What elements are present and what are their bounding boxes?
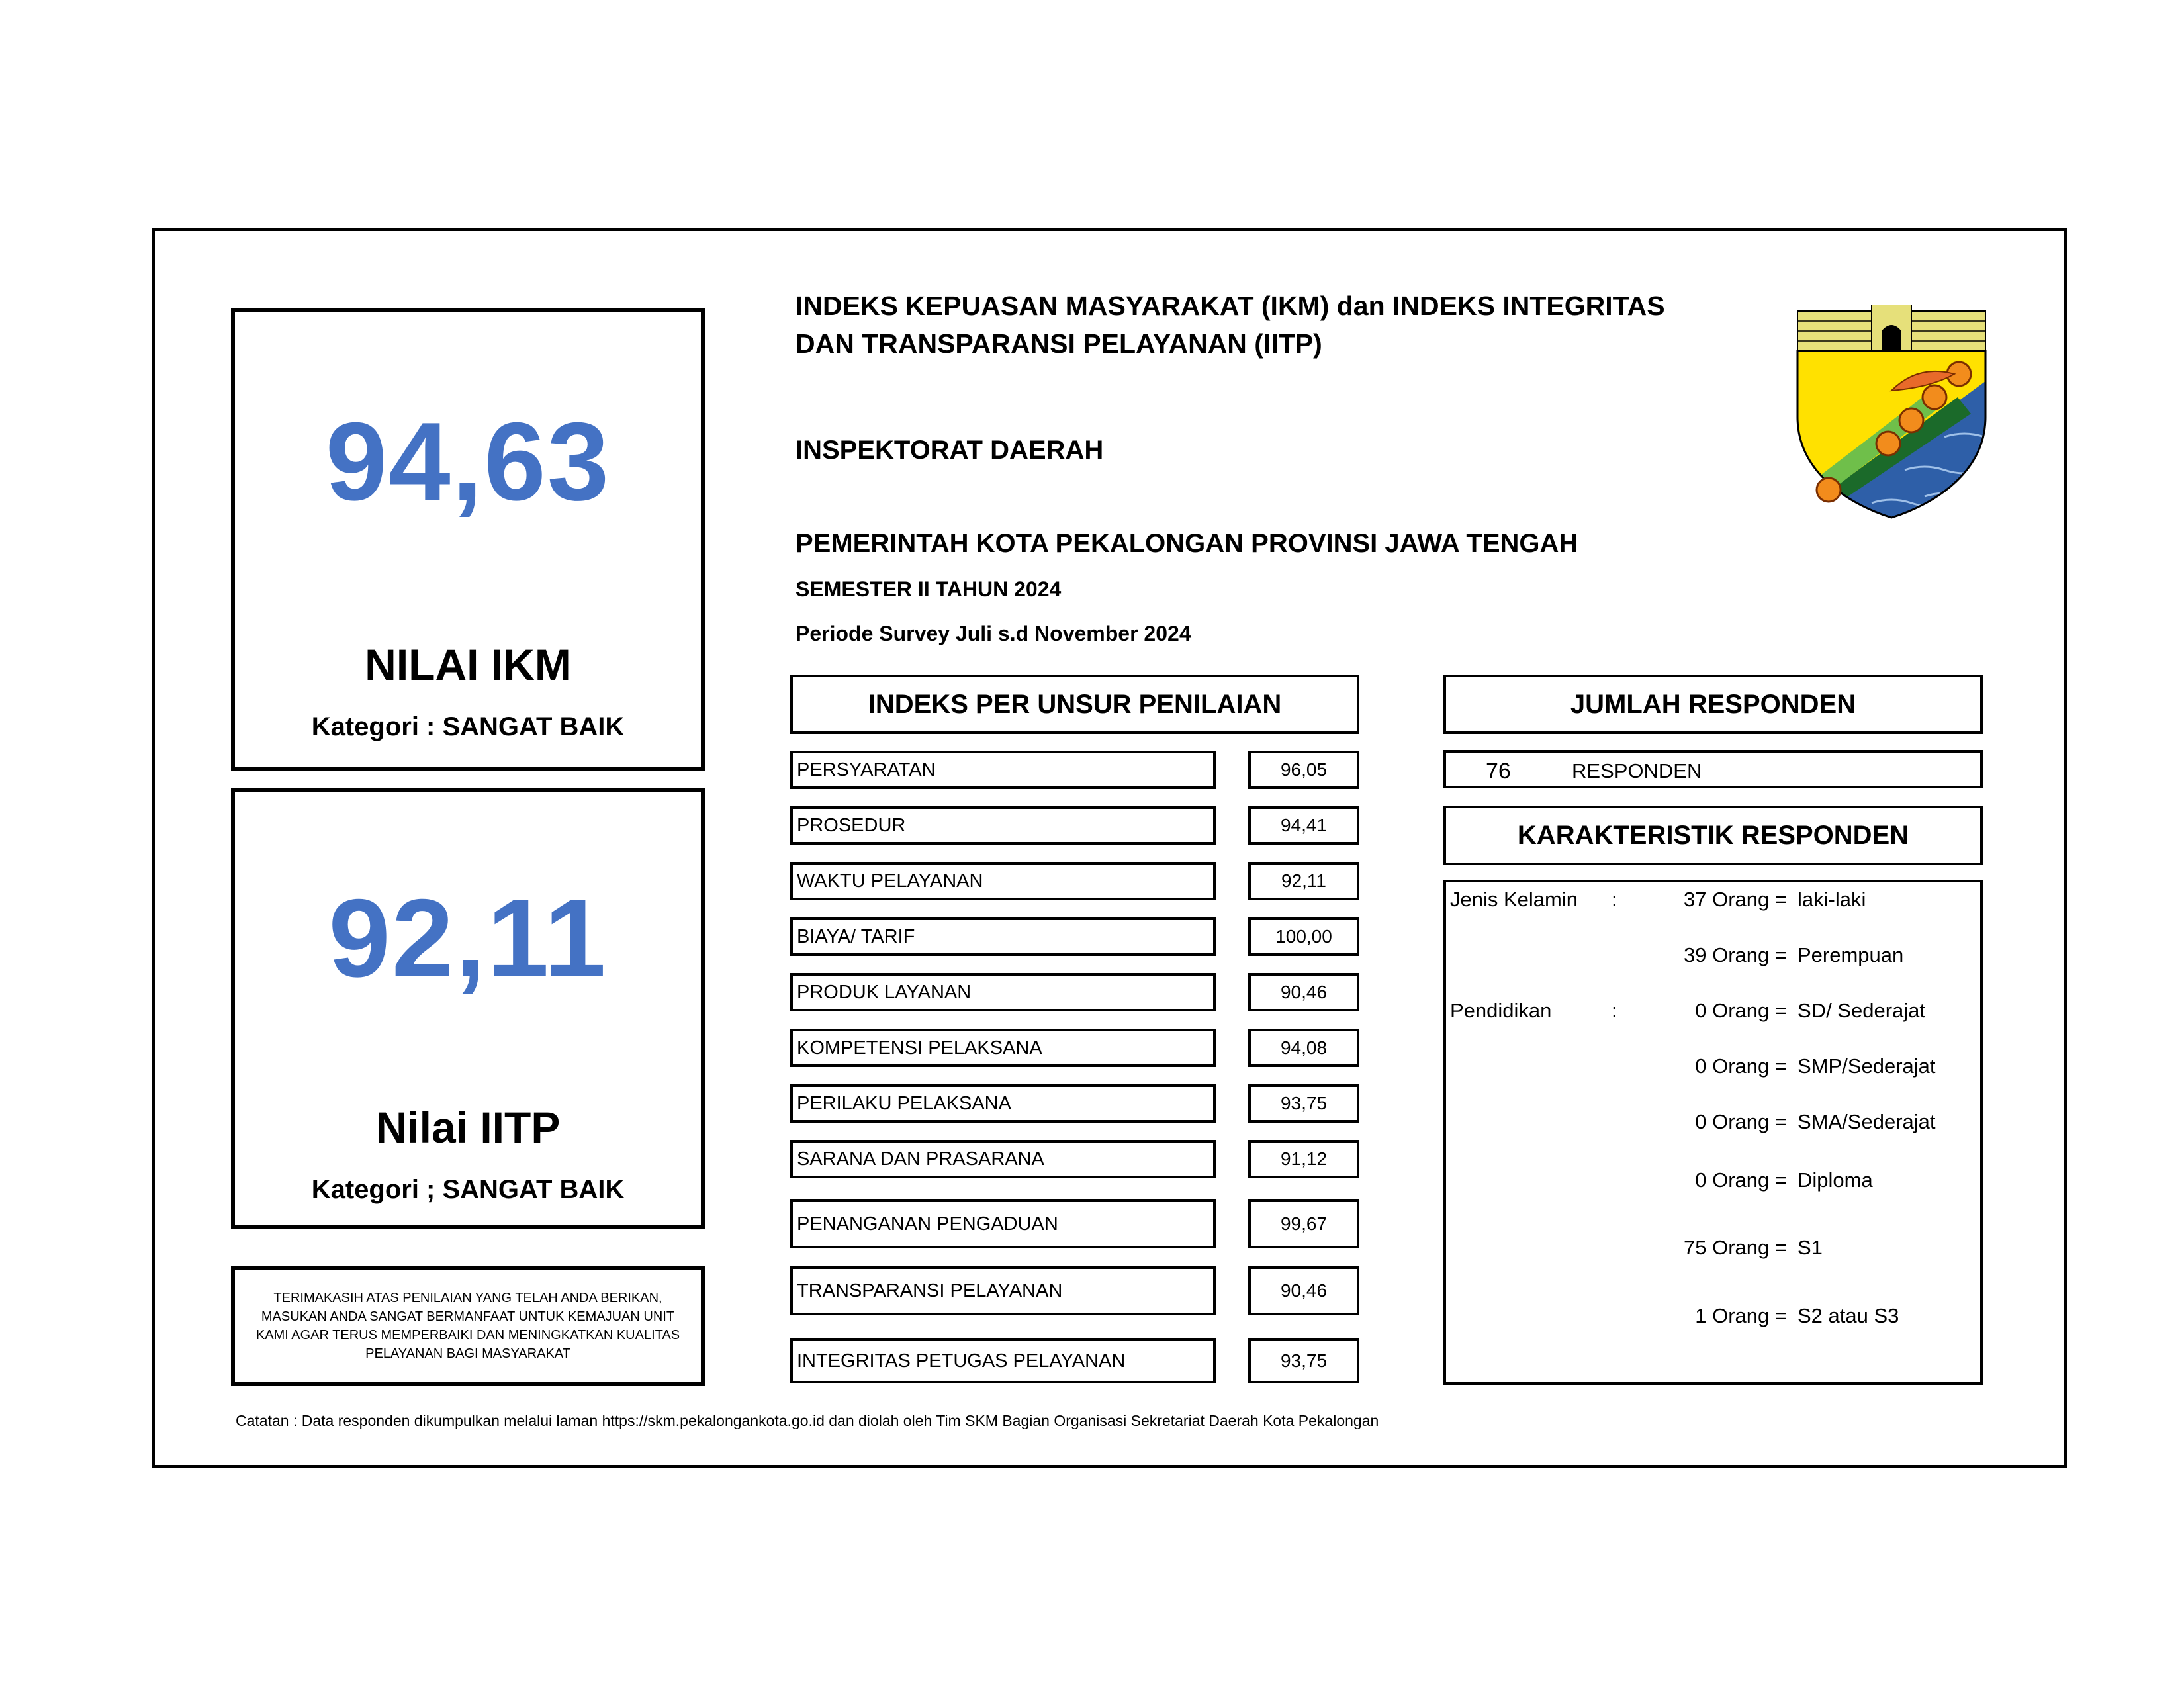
characteristic-desc: Diploma	[1797, 1168, 1873, 1192]
index-value-box	[1248, 862, 1359, 900]
index-value: 94,41	[1280, 815, 1328, 835]
index-label: SARANA DAN PRASARANA	[797, 1148, 1044, 1170]
index-value-box	[1248, 751, 1359, 789]
indices-heading: INDEKS PER UNSUR PENILAIAN	[868, 689, 1282, 719]
index-label: PERILAKU PELAKSANA	[797, 1092, 1011, 1114]
characteristics-heading: KARAKTERISTIK RESPONDEN	[1517, 820, 1909, 850]
characteristic-desc: SMA/Sederajat	[1797, 1110, 1936, 1133]
characteristic-row	[1446, 888, 1980, 914]
semester-label: SEMESTER II TAHUN 2024	[796, 577, 1062, 601]
title-line-1: INDEKS KEPUASAN MASYARAKAT (IKM) dan INDEKS INTEGRITAS	[796, 291, 1665, 321]
index-label-box	[790, 917, 1216, 956]
ikm-category: Kategori : SANGAT BAIK	[311, 712, 625, 741]
characteristic-count: 0 Orang =	[1695, 1168, 1787, 1192]
characteristic-desc: SD/ Sederajat	[1797, 999, 1925, 1022]
education-separator: :	[1612, 999, 1617, 1022]
index-value-box	[1248, 1199, 1359, 1248]
report-title	[796, 287, 1788, 363]
ikm-value: 94,63	[325, 399, 611, 524]
characteristic-row	[1446, 1110, 1980, 1137]
index-label: KOMPETENSI PELAKSANA	[797, 1037, 1042, 1058]
characteristic-row	[1446, 1236, 1980, 1262]
characteristic-count: 75 Orang =	[1684, 1236, 1787, 1259]
index-value: 90,46	[1280, 982, 1328, 1002]
characteristic-desc: SMP/Sederajat	[1797, 1055, 1936, 1078]
characteristics-heading-box	[1443, 806, 1983, 865]
gender-label: Jenis Kelamin	[1450, 888, 1578, 911]
index-label-box	[790, 1266, 1216, 1315]
index-value: 93,75	[1280, 1093, 1328, 1113]
thanks-message: TERIMAKASIH ATAS PENILAIAN YANG TELAH ANDA BERIKAN, MASUKAN ANDA SANGAT BERMANFAAT UNTUK KEMAJUAN UNIT KAMI AGAR TERUS MEMPERBAIKI DAN MENINGKATKAN KUALITAS PELAYANAN BAGI MASYARAKAT	[255, 1291, 680, 1361]
index-value-box	[1248, 1140, 1359, 1178]
index-label-box	[790, 806, 1216, 845]
thanks-message-box	[231, 1266, 705, 1386]
index-value-box	[1248, 1266, 1359, 1315]
index-value: 91,12	[1280, 1149, 1328, 1169]
characteristic-row	[1446, 943, 1980, 970]
characteristic-desc: S1	[1797, 1236, 1823, 1259]
index-value: 94,08	[1280, 1037, 1328, 1058]
index-value: 99,67	[1280, 1213, 1328, 1234]
index-value-box	[1248, 917, 1359, 956]
index-label: INTEGRITAS PETUGAS PELAYANAN	[797, 1350, 1126, 1372]
index-label: PRODUK LAYANAN	[797, 981, 972, 1003]
education-label: Pendidikan	[1450, 999, 1552, 1022]
pekalongan-coat-of-arms	[1792, 305, 1991, 523]
index-label: WAKTU PELAYANAN	[797, 870, 983, 892]
unit-name: INSPEKTORAT DAERAH	[796, 436, 1104, 465]
characteristic-row	[1446, 999, 1980, 1025]
index-value: 93,75	[1280, 1350, 1328, 1371]
respondents-count: 76	[1486, 759, 1511, 784]
respondents-heading: JUMLAH RESPONDEN	[1570, 689, 1856, 719]
characteristic-row	[1446, 1055, 1980, 1081]
iitp-label: Nilai IITP	[375, 1103, 561, 1152]
characteristic-desc: S2 atau S3	[1797, 1304, 1899, 1327]
index-label: BIAYA/ TARIF	[797, 925, 915, 947]
characteristic-count: 0 Orang =	[1695, 999, 1787, 1022]
title-line-2: DAN TRANSPARANSI PELAYANAN (IITP)	[796, 328, 1322, 359]
index-value-box	[1248, 806, 1359, 845]
index-label: PENANGANAN PENGADUAN	[797, 1213, 1058, 1235]
index-label-box	[790, 1140, 1216, 1178]
index-label-box	[790, 751, 1216, 789]
characteristic-desc: laki-laki	[1797, 888, 1866, 911]
index-value: 96,05	[1280, 759, 1328, 780]
characteristic-row	[1446, 1168, 1980, 1195]
index-label-box	[790, 1029, 1216, 1067]
index-value-box	[1248, 1029, 1359, 1067]
index-value: 92,11	[1281, 870, 1326, 891]
ikm-label: NILAI IKM	[365, 640, 571, 689]
characteristic-count: 0 Orang =	[1695, 1055, 1787, 1078]
iitp-value: 92,11	[328, 876, 608, 1000]
index-value-box	[1248, 1338, 1359, 1383]
respondents-count-box	[1443, 750, 1983, 788]
index-label-box	[790, 1199, 1216, 1248]
survey-period: Periode Survey Juli s.d November 2024	[796, 622, 1191, 645]
characteristic-row	[1446, 1304, 1980, 1331]
index-label-box	[790, 973, 1216, 1011]
iitp-category: Kategori ; SANGAT BAIK	[311, 1175, 625, 1204]
index-label: PROSEDUR	[797, 814, 906, 836]
footnote: Catatan : Data responden dikumpulkan melalui laman https://skm.pekalongankota.go.id dan diolah oleh Tim SKM Bagian Organisasi Sekretariat Daerah Kota Pekalongan	[236, 1412, 1379, 1429]
characteristic-count: 39 Orang =	[1684, 943, 1787, 966]
index-label: PERSYARATAN	[797, 759, 936, 780]
index-label: TRANSPARANSI PELAYANAN	[797, 1280, 1063, 1301]
characteristic-desc: Perempuan	[1797, 943, 1904, 966]
respondents-count-label: RESPONDEN	[1572, 759, 1702, 782]
index-value-box	[1248, 1084, 1359, 1123]
characteristic-count: 0 Orang =	[1695, 1110, 1787, 1133]
characteristic-count: 1 Orang =	[1695, 1304, 1787, 1327]
characteristics-box	[1443, 880, 1983, 1385]
iitp-box	[231, 788, 705, 1229]
index-value: 90,46	[1280, 1280, 1328, 1301]
characteristic-count: 37 Orang =	[1684, 888, 1787, 911]
index-value-box	[1248, 973, 1359, 1011]
index-label-box	[790, 1084, 1216, 1123]
ikm-box	[231, 308, 705, 771]
indices-heading-box	[790, 675, 1359, 734]
gender-separator: :	[1612, 888, 1617, 911]
index-label-box	[790, 1338, 1216, 1383]
index-value: 100,00	[1275, 926, 1332, 947]
government-name: PEMERINTAH KOTA PEKALONGAN PROVINSI JAWA TENGAH	[796, 529, 1578, 558]
respondents-heading-box	[1443, 675, 1983, 734]
index-label-box	[790, 862, 1216, 900]
